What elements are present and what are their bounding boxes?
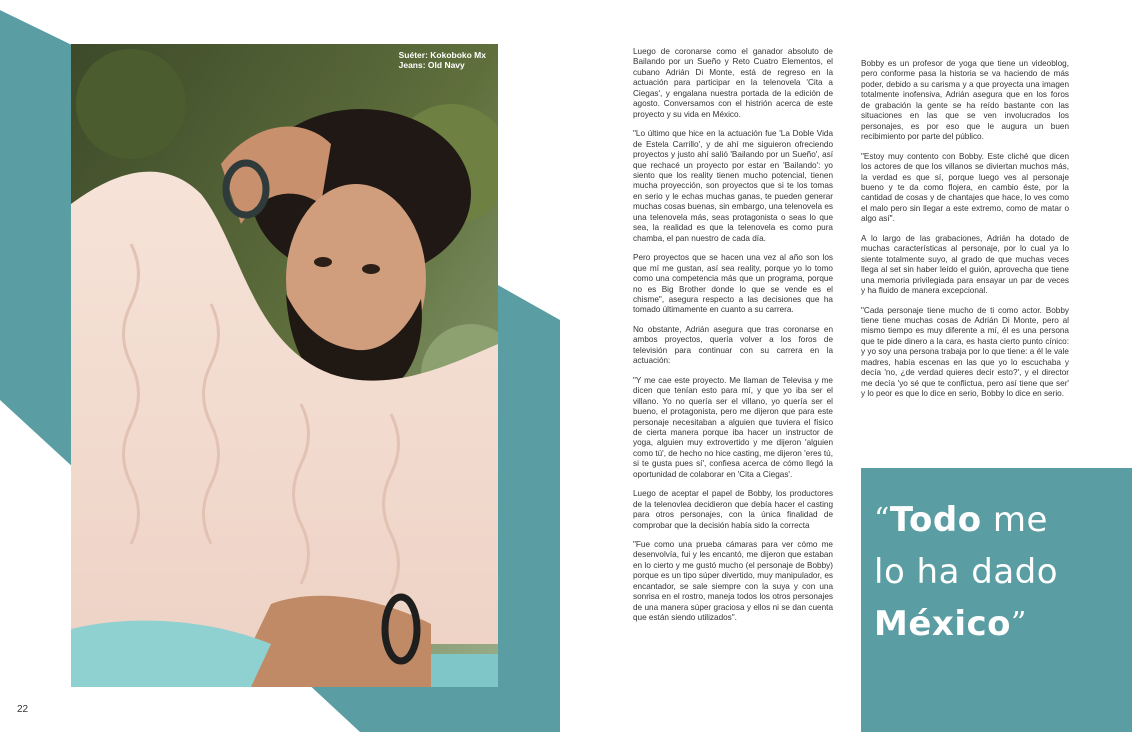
- pull-quote-line-3: [874, 598, 1124, 650]
- page-number: 22: [17, 704, 29, 715]
- close-quote-mark: ”: [1011, 606, 1027, 641]
- article-column-2: [861, 59, 1069, 409]
- paragraph: "Fue como una prueba cámaras para ver cómo me desenvolvía, fui y les encantó, me dijeron que estaban en lo cierto y me gustó mucho (el personaje de Bobby) porque es un tipo súper divertido, muy manipulador, es encantador, se sale siempre con la suya y con una sonrisa en el rostro, maneja todos los otros personajes de una manera súper graciosa y ellos ni se dan cuenta que están siendo utilizados".: [633, 540, 833, 623]
- credit-sweater: Suéter: Kokoboko Mx: [398, 50, 486, 60]
- paragraph: Pero proyectos que se hacen una vez al año son los que mí me gustan, así sea reality, porque yo lo tomo como una competencia más que un programa, porque no es Big Brother donde lo que se vende es el chisme", asegura respecto a las decisiones que ha tomado últimamente en cuanto a su carrera.: [633, 253, 833, 315]
- pull-quote-line-2: lo ha dado: [874, 552, 1059, 592]
- photo-credits: [399, 50, 486, 70]
- pull-quote: [874, 494, 1124, 650]
- pull-quote-word-todo: Todo: [889, 500, 982, 540]
- pull-quote-line-1: [874, 494, 1124, 546]
- paragraph: "Y me cae este proyecto. Me llaman de Televisa y me dicen que tenían esto para mí, y que yo iba ser el villano. Yo no quería ser el villano, yo quería ser el bueno, el protagonista, pero me dijeron que para este personaje necesitaban a alguien que tuviera el físico de cierta manera porque iba hacer un instructor de yoga, alguien muy extrovertido y me dijeron 'alguien como tú', de hecho no hice casting, me dijeron 'eres tú, si te gusta pues sí', confiesa acerca de cómo llegó la oportunidad de colaborar en 'Cita a Ciegas'.: [633, 375, 833, 479]
- cover-photo: [71, 44, 498, 687]
- paragraph: "Cada personaje tiene mucho de ti como actor. Bobby tiene tiene muchas cosas de Adrián Di Monte, pero al mismo tiempo es muy diferente a mí, él es una persona que te pide dinero a la cara, es hasta cierto punto cínico: y yo soy una persona trabaja por lo que tiene: a él le vale madres, había escenas en las que yo lo escuchaba y decía 'no, ¿de verdad quieres decir esto?', y el director me decía 'yo sé que te conflictua, pero así tiene que ser' y lo peor es que lo dice en serio, Bobby lo dice en serio.: [861, 305, 1069, 399]
- paragraph: Bobby es un profesor de yoga que tiene un videoblog, pero conforme pasa la historia se va haciendo de más poder, debido a su carisma y a que proyecta una imagen totalmente inofensiva, Adrián asegura que en los foros de grabación la gente se ha reído bastante con las situaciones en las que se ven involucrados los personajes, es por eso que le augura un buen recibimiento por parte del público.: [861, 59, 1069, 142]
- paragraph: Luego de coronarse como el ganador absoluto de Bailando por un Sueño y Reto Cuatro Elementos, el cubano Adrián Di Monte, está de regreso en la actuación para participar en la telenovela 'Cita a Ciegas', y engalana nuestra portada de la edición de agosto. Conversamos con el histrión acerca de este proyecto y su vida en México.: [633, 47, 833, 119]
- paragraph: "Lo último que hice en la actuación fue 'La Doble Vida de Estela Carrillo', y de ahí me siguieron ofreciendo proyectos y justo ahí salió 'Bailando por un Sueño', así que rechacé un proyecto por estar en 'Bailando': yo siento que los reality tienen mucho potencial, tienen mucha proyección, son proyectos que si te los tomas en serio y le echas muchas ganas, te pueden generar muchas cosas buenas, sin embargo, una telenovela es una telenovela más, seas protagonista o seas lo que sea, la realidad es que la telenovela es como pura chamba, el pan nuestro de cada día.: [633, 129, 833, 243]
- open-quote-mark: “: [874, 502, 890, 537]
- portrait-illustration: [71, 44, 498, 687]
- paragraph: A lo largo de las grabaciones, Adrián ha dotado de muchas características al personaje, por lo cual ya lo siente totalmente suyo, al grado de que muchas veces llega al set sin haber leído el guión, aprovecha que tiene una memoria privilegiada para ensayar un par de veces y ha fluido de manera excepcional.: [861, 233, 1069, 296]
- article-column-1: [633, 47, 833, 633]
- paragraph: "Estoy muy contento con Bobby. Este cliché que dicen los actores de que los villanos se diviertan muchos más, la verdad es que sí, porque luego ves al personaje bueno y te da como flojera, en cambio éste, por la cantidad de cosas y de chantajes que hace, lo ves como el malo pero sin llegar a este extremo, como de matar o algo así".: [861, 151, 1069, 224]
- paragraph: No obstante, Adrián asegura que tras coronarse en ambos proyectos, quería volver a los foros de televisión para continuar con su carrera en la actuación:: [633, 324, 833, 366]
- pull-quote-word-me: me: [981, 500, 1048, 540]
- credit-jeans: Jeans: Old Navy: [398, 60, 465, 70]
- pull-quote-word-mexico: México: [874, 604, 1011, 644]
- paragraph: Luego de aceptar el papel de Bobby, los productores de la telenovlea decidieron que debía hacer el casting para otros personajes, con la única finalidad de comprobar que la decisión había sido la correcta: [633, 489, 833, 530]
